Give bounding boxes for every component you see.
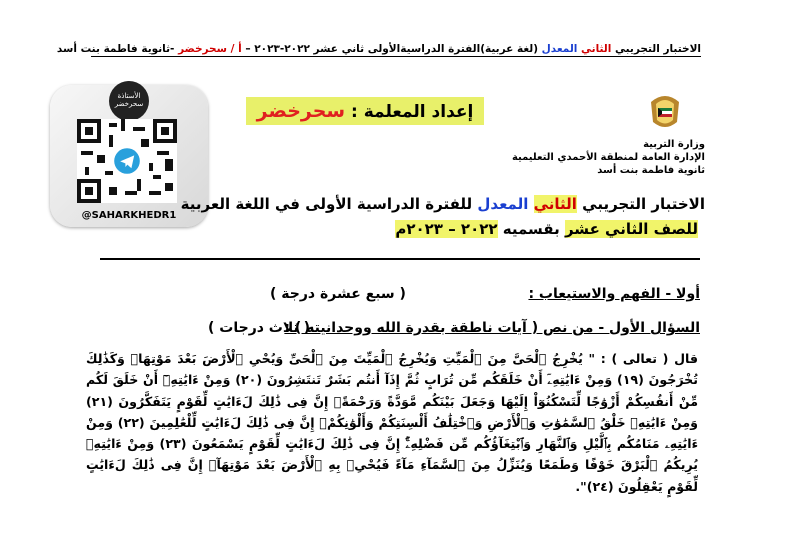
header-amended: المعدل bbox=[541, 43, 582, 55]
ministry-block bbox=[512, 138, 705, 177]
track-label: بقسميه bbox=[497, 220, 565, 238]
quran-passage: قال ( تعالى ) : " يُخْرِجُ ٱلْحَىَّ مِنَ ٱلْمَيِّتِ وَيُخْرِجُ ٱلْمَيِّتَ مِنَ ٱلْحَىِّ وَيُحْىِ ٱلْأَرْضَ بَعْدَ مَوْتِهَاۚ وَكَذَٰلِكَ تُخْرَجُونَ (١٩) وَمِنْ ءَايَٰتِهِۦٓ أَنْ خَلَقَكُم مِّن تُرَابٍ ثُمَّ إِذَآ أَنتُم بَشَرٌ تَنتَشِرُونَ (٢٠) وَمِنْ ءَايَٰتِهِۦٓ أَنْ خَلَقَ لَكُم مِّنْ أَنفُسِكُمْ أَزْوَٰجًا لِّتَسْكُنُوٓاْ إِلَيْهَا وَجَعَلَ بَيْنَكُم مَّوَدَّةً وَرَحْمَةًۚ إِنَّ فِى ذَٰلِكَ لَءَايَٰتٍ لِّقَوْمٍ يَتَفَكَّرُونَ (٢١) وَمِنْ ءَايَٰتِهِۦ خَلْقُ ٱلسَّمَٰوَٰتِ وَٱلْأَرْضِ وَٱخْتِلَٰفُ أَلْسِنَتِكُمْ وَأَلْوَٰنِكُمْۚ إِنَّ فِى ذَٰلِكَ لَءَايَٰتٍ لِّلْعَٰلِمِينَ (٢٢) وَمِنْ ءَايَٰتِهِۦ مَنَامُكُم بِٱلَّيْلِ وَٱلنَّهَارِ وَٱبْتِغَآؤُكُم مِّن فَضْلِهِۦٓۚ إِنَّ فِى ذَٰلِكَ لَءَايَٰتٍ لِّقَوْمٍ يَسْمَعُونَ (٢٣) وَمِنْ ءَايَٰتِهِۦ يُرِيكُمُ ٱلْبَرْقَ خَوْفًا وَطَمَعًا وَيُنَزِّلُ مِنَ ٱلسَّمَآءِ مَآءً فَيُحْىِۦ بِهِ ٱلْأَرْضَ بَعْدَ مَوْتِهَآۚ إِنَّ فِى ذَٰلِكَ لَءَايَٰتٍ لِّقَوْمٍ يَعْقِلُونَ (٢٤)". bbox=[86, 351, 699, 494]
divider bbox=[100, 258, 700, 260]
prepared-by bbox=[246, 97, 484, 125]
social-handle: @SAHARKHEDR1 bbox=[81, 210, 177, 221]
header-prefix: الاختبار التجريبي bbox=[611, 43, 701, 55]
title-second: الثاني bbox=[533, 195, 577, 213]
header-second: الثاني bbox=[581, 43, 612, 55]
page-header bbox=[56, 43, 701, 57]
prepared-label: إعداد المعلمة : bbox=[345, 102, 474, 122]
ministry-line: وزارة التربية bbox=[643, 139, 705, 150]
exam-subtitle bbox=[395, 220, 698, 238]
district-line: الإدارة العامة لمنطقة الأحمدي التعليمية bbox=[511, 152, 705, 163]
school-line: ثانوية فاطمة بنت أسد bbox=[597, 165, 705, 176]
kuwait-emblem-icon bbox=[648, 92, 682, 130]
question-marks: ( ثلاث درجات ) bbox=[208, 320, 311, 336]
question-title: السؤال الأول - من نص ( آيات ناطقة بقدرة الله ووحدانيته ) : bbox=[284, 320, 700, 336]
grade-label: للصف الثاني عشر bbox=[564, 220, 698, 238]
question-heading bbox=[100, 320, 700, 336]
badge-avatar: الأستاذة سحرخضر bbox=[109, 81, 149, 121]
title-part2: للفترة الدراسية الأولى في اللغة العربية bbox=[180, 195, 478, 213]
header-teacher: أ / سحرخضر bbox=[178, 43, 242, 55]
header-school: -ثانوية فاطمة بنت أسد bbox=[56, 43, 179, 55]
section-title: أولا - الفهم والاستيعاب : bbox=[528, 286, 700, 302]
year-label: ٢٠٢٢ – ٢٠٢٣م bbox=[395, 220, 498, 238]
section-marks: ( سبع عشرة درجة ) bbox=[270, 286, 406, 302]
exam-title bbox=[181, 195, 705, 213]
qr-code-icon bbox=[77, 119, 177, 203]
section-heading bbox=[100, 286, 700, 302]
title-amended: المعدل bbox=[477, 195, 534, 213]
header-rest: (لغة عربية)الفترة الدراسيةالأولى ثاني عشر ٢٠٢٢-٢٠٢٣ – bbox=[241, 43, 542, 55]
title-part1: الاختبار التجريبي bbox=[576, 195, 705, 213]
teacher-name: سحرخضر bbox=[256, 100, 346, 122]
